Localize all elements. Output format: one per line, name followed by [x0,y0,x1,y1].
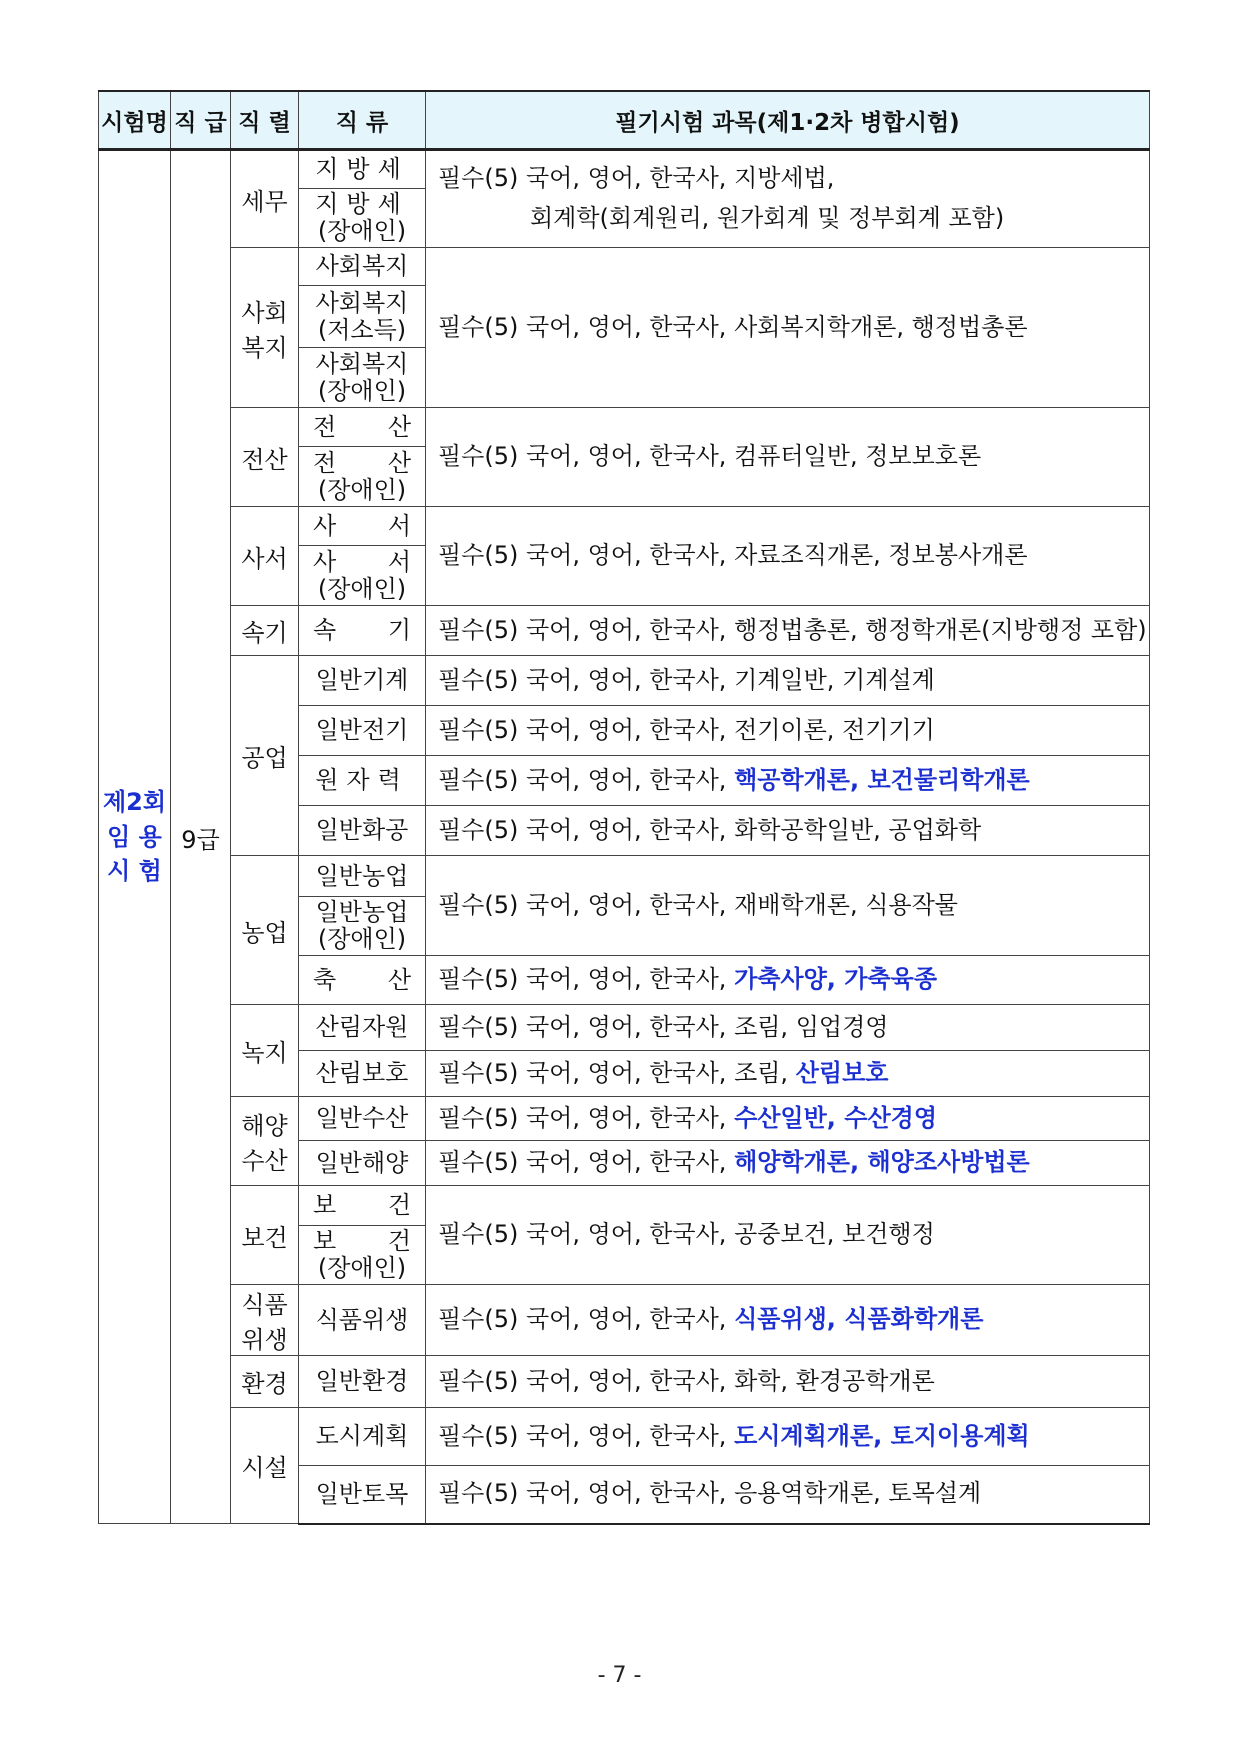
common-subjects: 필수(5) 국어, 영어, 한국사, [438,1148,735,1177]
class-cell [299,507,433,546]
common-subjects: 필수(5) 국어, 영어, 한국사, [438,1366,735,1395]
class-cell: 식품위생 [299,1285,426,1356]
subjects-cell [426,656,1150,706]
series-label: 복지 [241,333,288,362]
class-label: 축 산 [313,965,433,994]
class-cell [299,897,426,956]
subjects-cell [426,606,1150,656]
class-cell: 도시계획 [299,1408,426,1466]
common-subjects: 필수(5) 국어, 영어, 한국사, [438,1012,735,1041]
header-exam: 시험명 [99,91,171,150]
subjects-cell [426,1051,1150,1097]
elective-subjects: 자료조직개론, 정보봉사개론 [734,541,1028,570]
class-cell [299,447,433,507]
class-cell [299,756,426,806]
elective-subjects: 조림, [734,1012,796,1041]
class-label: 보 건 [313,1191,433,1220]
common-subjects: 필수(5) 국어, 영어, 한국사, [438,312,735,341]
class-cell: 일반화공 [299,806,426,856]
subjects-cell [426,1356,1150,1408]
common-subjects: 필수(5) 국어, 영어, 한국사, [438,1421,735,1450]
elective-subjects: 공중보건, 보건행정 [734,1220,935,1249]
class-sublabel: (장애인) [317,925,407,953]
table-row [99,606,1150,656]
header-subjects: 필기시험 과목(제1·2차 병합시험) [426,91,1150,150]
common-subjects: 필수(5) 국어, 영어, 한국사, [438,1479,735,1508]
elective-subjects: 응용역학개론, 토목설계 [734,1479,982,1508]
common-subjects: 필수(5) 국어, 영어, 한국사, [438,965,735,994]
class-cell: 일반해양 [299,1141,426,1186]
class-label: 지방세 [315,155,409,184]
elective-subjects-highlight: 가축사양, 가축육종 [734,965,938,994]
subjects-cell [426,1097,1150,1141]
series-cell: 전산 [231,408,299,507]
class-label: 보 건 [313,1227,433,1256]
series-cell: 농업 [231,856,299,1005]
common-subjects: 필수(5) 국어, 영어, 한국사, [438,1058,735,1087]
common-subjects: 필수(5) 국어, 영어, 한국사, [438,765,735,794]
class-cell [299,956,433,1005]
class-label: 사 서 [313,511,433,540]
common-subjects: 필수(5) 국어, 영어, 한국사, [438,1220,735,1249]
class-cell [299,1226,433,1285]
class-cell: 일반토목 [299,1466,426,1524]
class-label: 전 산 [313,412,433,441]
series-cell: 공업 [231,656,299,856]
series-cell: 환경 [231,1356,299,1408]
elective-subjects-line2: 회계학(회계원리, 원가회계 및 정부회계 포함) [530,204,1005,232]
series-cell: 사서 [231,507,299,606]
series-cell: 보건 [231,1186,299,1285]
class-cell: 일반기계 [299,656,426,706]
table-row [99,248,1150,286]
class-cell [299,408,433,447]
table-row [99,856,1150,897]
common-subjects: 필수(5) 국어, 영어, 한국사, [438,665,735,694]
elective-subjects: 전기이론, 전기기기 [734,715,935,744]
subjects-cell [426,1186,1150,1285]
subjects-cell [426,806,1150,856]
exam-subjects-table [98,90,1150,1525]
class-cell: 일반수산 [299,1097,426,1141]
class-cell [299,150,426,189]
elective-subjects: 지방세법, [734,164,835,193]
subjects-cell [426,706,1150,756]
elective-subjects: 행정법총론, 행정학개론(지방행정 포함) [734,615,1147,644]
series-cell [231,248,299,408]
table-row [99,1186,1150,1226]
class-sublabel: (장애인) [317,1254,407,1282]
common-subjects: 필수(5) 국어, 영어, 한국사, [438,164,735,193]
exam-name-line: 제2회 [102,787,167,816]
common-subjects: 필수(5) 국어, 영어, 한국사, [438,615,735,644]
header-grade: 직 급 [171,91,231,150]
subjects-cell [426,756,1150,806]
table-row [99,150,1150,189]
class-label: 지방세 [315,190,409,219]
page-number: - 7 - [597,1663,642,1688]
elective-subjects: 임업경영 [795,1012,889,1041]
subjects-cell [426,507,1150,606]
series-label: 해양 [241,1112,288,1140]
class-sublabel: (장애인) [317,376,407,405]
table-header-row [99,91,1150,150]
elective-subjects: 기계일반, 기계설계 [734,665,935,694]
class-cell: 사회복지 [299,248,426,286]
elective-subjects: 화학, 환경공학개론 [734,1366,935,1395]
subjects-cell [426,1285,1150,1356]
class-label: 전 산 [313,448,433,477]
class-sublabel: (장애인) [317,574,407,603]
elective-subjects-highlight: 수산일반, 수산경영 [734,1103,938,1132]
table-row [99,1285,1150,1356]
class-cell [299,1186,433,1226]
header-series: 직 렬 [231,91,299,150]
class-sublabel: (장애인) [317,475,407,504]
exam-name-cell [99,150,171,1524]
series-cell: 녹지 [231,1005,299,1097]
class-cell: 일반환경 [299,1356,426,1408]
subjects-cell [426,956,1150,1005]
exam-name-line: 임 용 [107,822,162,851]
common-subjects: 필수(5) 국어, 영어, 한국사, [438,715,735,744]
subjects-cell [426,856,1150,956]
class-label: 사 서 [313,547,433,576]
table-row [99,1356,1150,1408]
class-label: 속 기 [313,616,433,645]
series-cell: 세무 [231,150,299,248]
series-cell [231,1097,299,1186]
series-label: 식품 [241,1291,288,1319]
class-cell [299,286,426,348]
subjects-cell [426,1141,1150,1186]
series-label: 사회 [241,298,288,327]
class-cell: 산림자원 [299,1005,426,1051]
table-row [99,1005,1150,1051]
class-label: 원자력 [315,766,409,795]
common-subjects: 필수(5) 국어, 영어, 한국사, [438,541,735,570]
subjects-cell [426,1408,1150,1466]
elective-subjects: 화학공학일반, 공업화학 [734,815,982,844]
table-row [99,1408,1150,1466]
class-sublabel: (저소득) [317,315,407,344]
elective-subjects: 사회복지학개론, 행정법총론 [734,312,1028,341]
table-row [99,507,1150,546]
series-label: 위생 [241,1326,288,1354]
common-subjects: 필수(5) 국어, 영어, 한국사, [438,1305,735,1334]
subjects-cell [426,248,1150,408]
subjects-cell [426,150,1150,248]
elective-subjects-highlight: 식품위생, 식품화학개론 [734,1305,984,1334]
class-cell [299,546,433,606]
class-cell [299,348,426,408]
class-cell: 산림보호 [299,1051,426,1097]
class-label: 사회복지 [315,288,409,317]
elective-subjects-highlight: 도시계획개론, 토지이용계획 [734,1421,1030,1450]
table-row [99,1097,1150,1141]
elective-subjects: 조림, [734,1058,796,1087]
elective-subjects-highlight: 해양학개론, 해양조사방법론 [734,1148,1030,1177]
subjects-cell [426,1005,1150,1051]
series-cell [231,1285,299,1356]
common-subjects: 필수(5) 국어, 영어, 한국사, [438,890,735,919]
table-row [99,408,1150,447]
elective-subjects: 재배학개론, 식용작물 [734,890,958,919]
class-cell [299,606,433,656]
grade-cell: 9급 [171,150,231,1524]
header-class: 직 류 [299,91,426,150]
subjects-cell [426,408,1150,507]
class-cell [299,189,426,248]
class-cell: 일반전기 [299,706,426,756]
common-subjects: 필수(5) 국어, 영어, 한국사, [438,442,735,471]
series-cell: 시설 [231,1408,299,1524]
elective-subjects-highlight: 산림보호 [795,1058,889,1087]
class-label: 일반농업 [315,898,409,927]
class-label: 사회복지 [315,349,409,378]
class-sublabel: (장애인) [317,217,407,245]
series-cell: 속기 [231,606,299,656]
subjects-cell [426,1466,1150,1524]
class-cell: 일반농업 [299,856,426,897]
series-label: 수산 [241,1147,288,1175]
exam-name-line: 시 험 [107,857,162,886]
table-row [99,656,1150,706]
common-subjects: 필수(5) 국어, 영어, 한국사, [438,1103,735,1132]
common-subjects: 필수(5) 국어, 영어, 한국사, [438,815,735,844]
elective-subjects: 컴퓨터일반, 정보보호론 [734,442,982,471]
elective-subjects-highlight: 핵공학개론, 보건물리학개론 [734,765,1030,794]
